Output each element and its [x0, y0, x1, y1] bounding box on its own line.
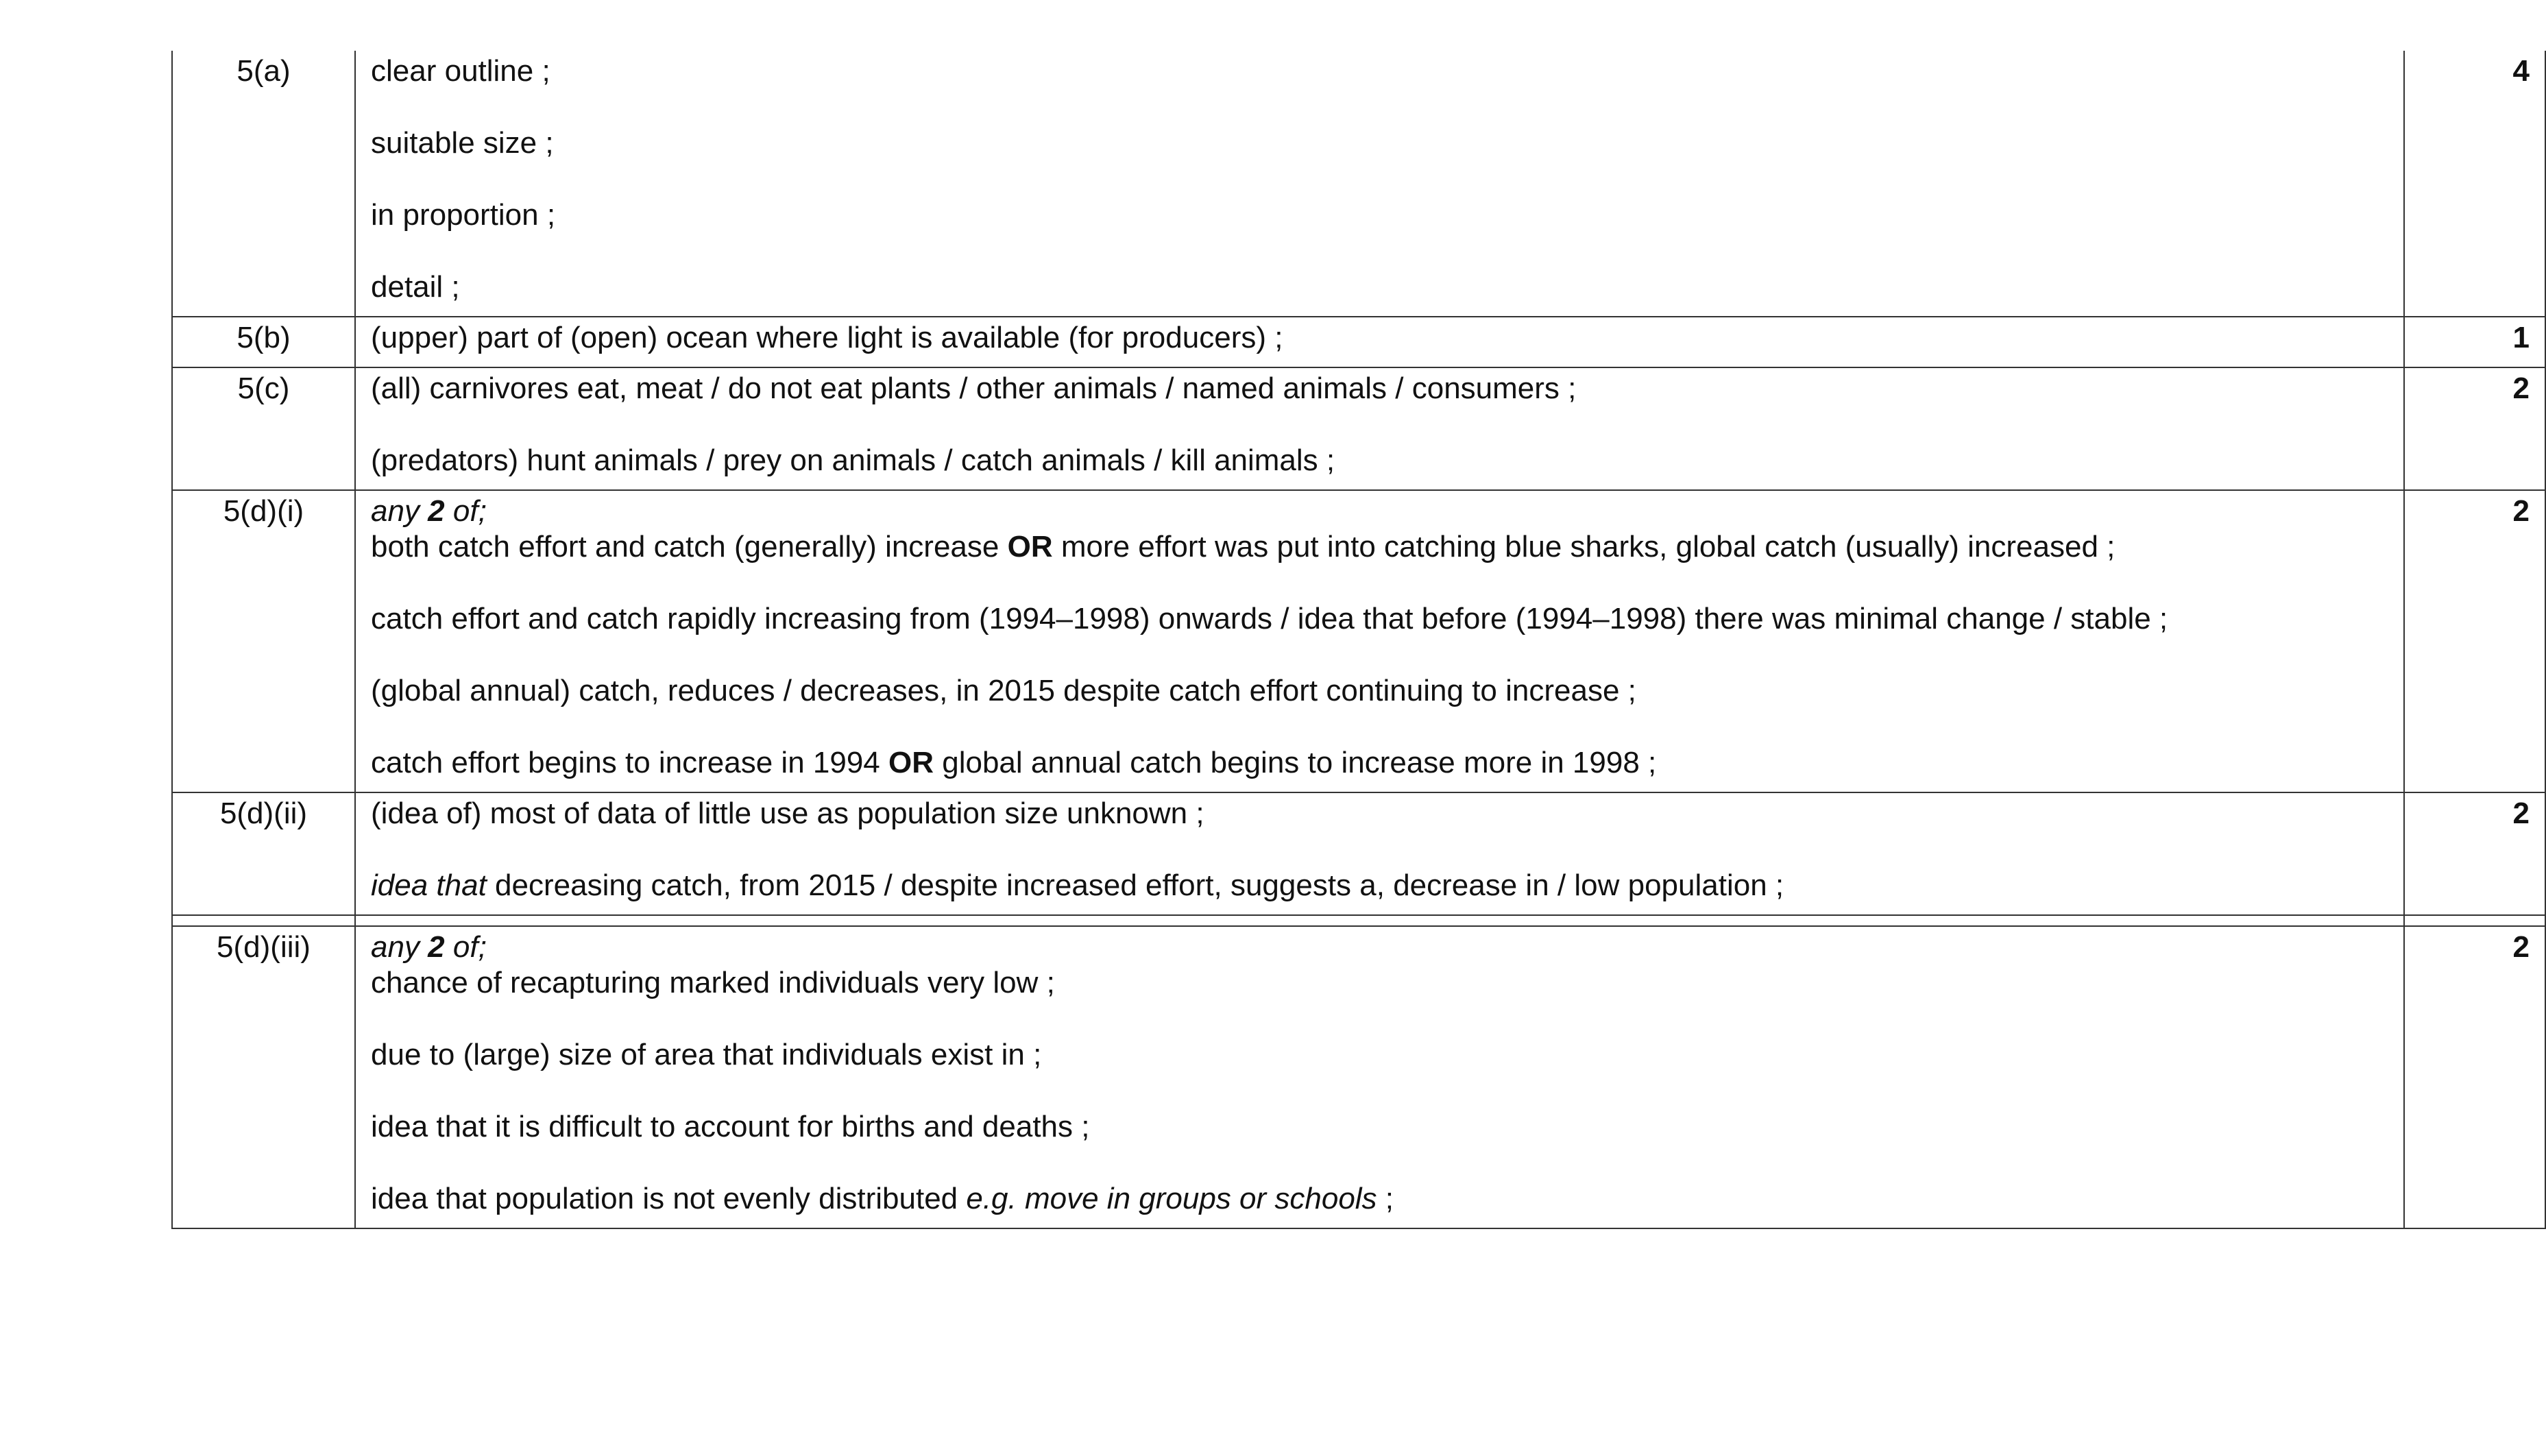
question-number: 5(d)(ii): [219, 797, 308, 830]
question-number-cell: [172, 51, 355, 317]
answer-point: (idea of) most of data of little use as population size unknown ;: [371, 797, 1204, 830]
marks-cell: [2404, 792, 2545, 915]
separator-cell: [172, 915, 355, 926]
any-two-of-instruction: any 2 of;: [371, 930, 487, 964]
separator-cell: [2404, 915, 2545, 926]
answer-point: (upper) part of (open) ocean where light is available (for producers) ;: [371, 321, 1283, 354]
table-row: [172, 367, 2545, 490]
marks-cell: [2404, 490, 2545, 792]
answer-cell: [355, 490, 2404, 792]
answer-point: idea that it is difficult to account for births and deaths ;: [371, 1110, 1090, 1143]
marks-value: 2: [2512, 372, 2530, 405]
answer-point: catch effort begins to increase in 1994 OR global annual catch begins to increase more in 1998 ;: [371, 746, 1657, 779]
table-row: [172, 490, 2545, 792]
mark-scheme-page: [171, 51, 2530, 1229]
answer-point: in proportion ;: [371, 198, 556, 232]
answer-point: detail ;: [371, 270, 460, 304]
answer-point: (all) carnivores eat, meat / do not eat plants / other animals / named animals / consumers ;: [371, 372, 1577, 405]
question-number: 5(d)(i): [223, 494, 304, 528]
marks-cell: [2404, 367, 2545, 490]
question-number-cell: [172, 317, 355, 367]
marks-cell: [2404, 926, 2545, 1228]
answer-point: (predators) hunt animals / prey on animals / catch animals / kill animals ;: [371, 444, 1335, 477]
answer-point: clear outline ;: [371, 54, 550, 88]
marks-value: 1: [2512, 321, 2530, 354]
question-number: 5(c): [237, 372, 290, 405]
answer-cell: [355, 317, 2404, 367]
answer-point: chance of recapturing marked individuals very low ;: [371, 966, 1055, 999]
table-row: [172, 926, 2545, 1228]
question-number-cell: [172, 792, 355, 915]
question-number-cell: [172, 926, 355, 1228]
answer-point: suitable size ;: [371, 126, 554, 160]
question-number-cell: [172, 367, 355, 490]
answer-point: idea that population is not evenly distributed e.g. move in groups or schools ;: [371, 1182, 1394, 1215]
answer-point: both catch effort and catch (generally) increase OR more effort was put into catching blue sharks, global catch (usually) increased ;: [371, 530, 2115, 563]
table-row: [172, 51, 2545, 317]
row-separator: [172, 915, 2545, 926]
answer-point: (global annual) catch, reduces / decreases, in 2015 despite catch effort continuing to increase ;: [371, 674, 1636, 707]
marks-value: 4: [2512, 54, 2530, 88]
question-number: 5(b): [237, 321, 291, 354]
answer-cell: [355, 367, 2404, 490]
question-number: 5(d)(iii): [217, 930, 311, 964]
marks-cell: [2404, 51, 2545, 317]
any-two-of-instruction: any 2 of;: [371, 494, 487, 528]
table-row: [172, 792, 2545, 915]
answer-point: catch effort and catch rapidly increasing from (1994–1998) onwards / idea that before (1994–1998) there was minimal change / stable ;: [371, 602, 2168, 635]
marks-cell: [2404, 317, 2545, 367]
marks-value: 2: [2512, 930, 2530, 964]
answer-point: due to (large) size of area that individuals exist in ;: [371, 1038, 1042, 1071]
marks-value: 2: [2512, 797, 2530, 830]
mark-scheme-table: [171, 51, 2546, 1229]
separator-cell: [355, 915, 2404, 926]
table-row: [172, 317, 2545, 367]
answer-point: idea that decreasing catch, from 2015 / despite increased effort, suggests a, decrease in / low population ;: [371, 869, 1784, 902]
answer-cell: [355, 792, 2404, 915]
marks-value: 2: [2512, 494, 2530, 528]
question-number-cell: [172, 490, 355, 792]
answer-cell: [355, 51, 2404, 317]
question-number: 5(a): [237, 54, 291, 88]
answer-cell: [355, 926, 2404, 1228]
